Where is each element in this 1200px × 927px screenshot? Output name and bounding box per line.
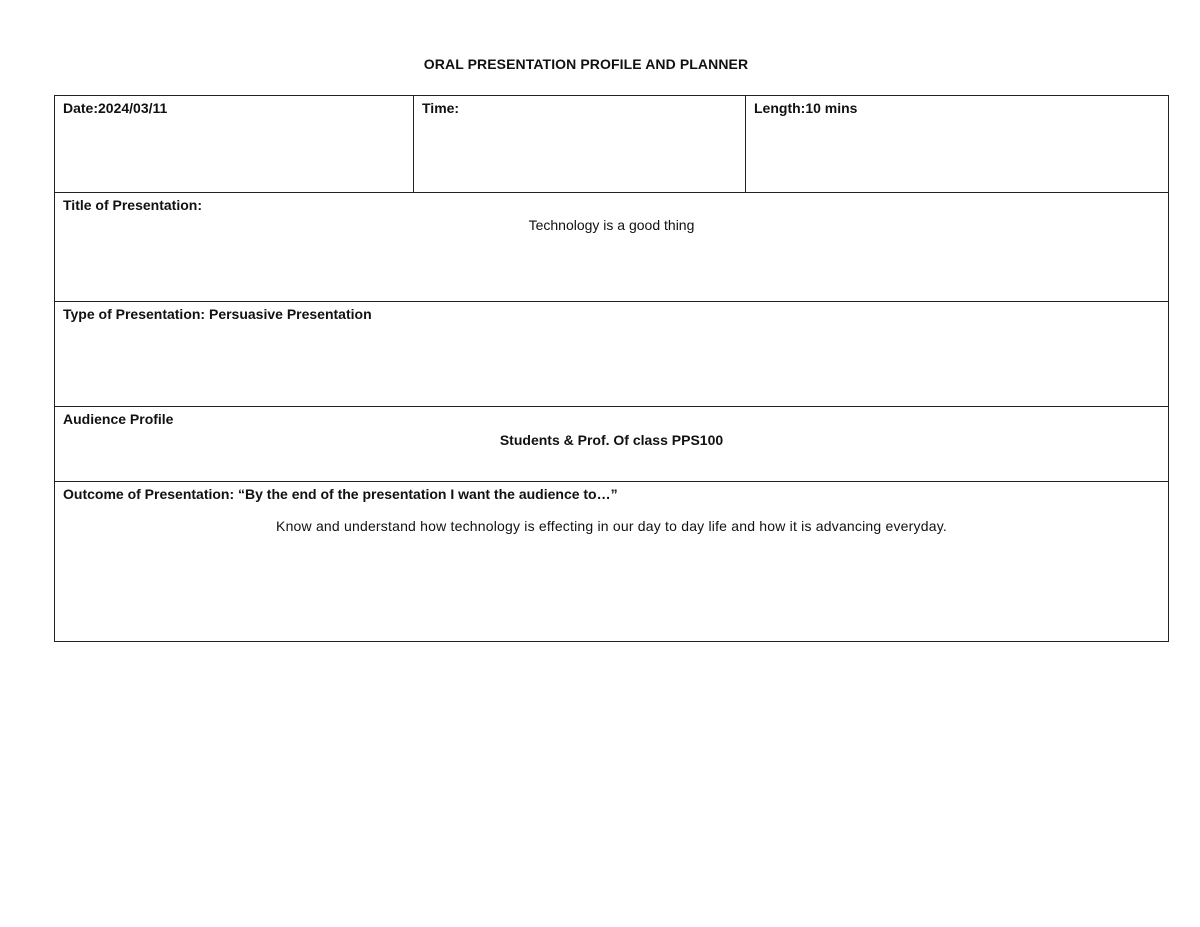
type-label: Type of Presentation: Persuasive Presentation (63, 306, 372, 322)
date-cell[interactable] (55, 96, 414, 193)
audience-cell[interactable] (55, 407, 1169, 482)
table-row (55, 302, 1169, 407)
time-cell[interactable] (414, 96, 746, 193)
table-row (55, 193, 1169, 302)
outcome-label: Outcome of Presentation: “By the end of the presentation I want the audience to…” (63, 486, 618, 502)
page-title: ORAL PRESENTATION PROFILE AND PLANNER (423, 56, 749, 72)
type-cell[interactable] (55, 302, 1169, 407)
title-label: Title of Presentation: (63, 197, 202, 213)
table-row (55, 407, 1169, 482)
planner-table (54, 95, 1169, 642)
title-value: Technology is a good thing (528, 217, 695, 233)
length-label: Length:10 mins (754, 100, 858, 116)
time-label: Time: (422, 100, 460, 116)
audience-label: Audience Profile (63, 411, 174, 427)
table-row (55, 482, 1169, 642)
date-label: Date:2024/03/11 (63, 100, 168, 116)
audience-value: Students & Prof. Of class PPS100 (499, 432, 724, 448)
length-cell[interactable] (746, 96, 1169, 193)
outcome-cell[interactable] (55, 482, 1169, 642)
outcome-value: Know and understand how technology is effecting in our day to day life and how it is advancing everyday. (276, 518, 947, 534)
table-row (55, 96, 1169, 193)
title-cell[interactable] (55, 193, 1169, 302)
